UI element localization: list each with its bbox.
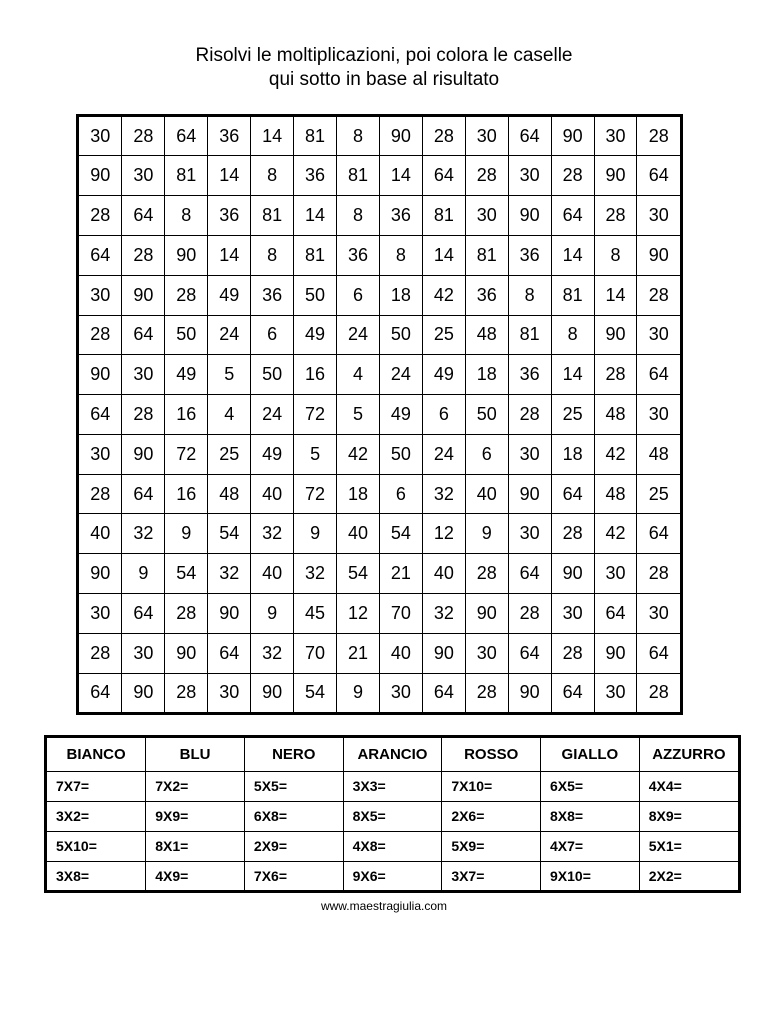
- grid-cell[interactable]: 28: [637, 275, 680, 315]
- legend-multiplication: 3X3=: [343, 772, 442, 802]
- grid-cell[interactable]: 50: [465, 395, 508, 435]
- grid-cell[interactable]: 90: [594, 156, 637, 196]
- grid-cell[interactable]: 49: [422, 355, 465, 395]
- grid-cell[interactable]: 54: [208, 514, 251, 554]
- grid-cell[interactable]: 64: [79, 235, 122, 275]
- grid-cell[interactable]: 28: [551, 633, 594, 673]
- grid-cell[interactable]: 6: [422, 395, 465, 435]
- grid-row: [79, 673, 680, 712]
- color-legend-table: [44, 735, 741, 893]
- legend-multiplication: 7X10=: [442, 772, 541, 802]
- grid-cell[interactable]: 90: [208, 593, 251, 633]
- grid-row: [79, 117, 680, 156]
- grid-cell[interactable]: 64: [508, 554, 551, 594]
- grid-cell[interactable]: 28: [594, 196, 637, 236]
- grid-cell[interactable]: 36: [379, 196, 422, 236]
- grid-cell[interactable]: 90: [251, 673, 294, 712]
- grid-cell[interactable]: 81: [294, 235, 337, 275]
- grid-cell[interactable]: 36: [251, 275, 294, 315]
- grid-cell[interactable]: 40: [251, 554, 294, 594]
- grid-cell[interactable]: 30: [79, 593, 122, 633]
- grid-cell[interactable]: 81: [337, 156, 380, 196]
- grid-cell[interactable]: 54: [379, 514, 422, 554]
- grid-cell[interactable]: 24: [422, 434, 465, 474]
- grid-cell[interactable]: 40: [79, 514, 122, 554]
- legend-multiplication: 4X8=: [343, 831, 442, 861]
- footer-website: www.maestragiulia.com: [320, 899, 448, 913]
- grid-cell[interactable]: 30: [551, 593, 594, 633]
- grid-cell[interactable]: 14: [551, 235, 594, 275]
- grid-cell[interactable]: 90: [79, 355, 122, 395]
- grid-cell[interactable]: 8: [594, 235, 637, 275]
- grid-cell[interactable]: 70: [294, 633, 337, 673]
- grid-cell[interactable]: 30: [79, 434, 122, 474]
- legend-multiplication: 8X8=: [541, 801, 640, 831]
- grid-cell[interactable]: 40: [251, 474, 294, 514]
- grid-cell[interactable]: 14: [551, 355, 594, 395]
- grid-cell[interactable]: 28: [594, 355, 637, 395]
- legend-multiplication: 3X2=: [47, 801, 146, 831]
- legend-multiplication: 8X5=: [343, 801, 442, 831]
- legend-header-row: [47, 738, 738, 772]
- grid-cell[interactable]: 24: [337, 315, 380, 355]
- grid-cell[interactable]: 4: [337, 355, 380, 395]
- grid-cell[interactable]: 28: [79, 315, 122, 355]
- grid-cell[interactable]: 30: [122, 355, 165, 395]
- grid-cell[interactable]: 30: [122, 633, 165, 673]
- grid-cell[interactable]: 64: [165, 117, 208, 156]
- grid-cell[interactable]: 64: [637, 156, 680, 196]
- grid-cell[interactable]: 32: [122, 514, 165, 554]
- grid-row: [79, 593, 680, 633]
- number-grid: [76, 114, 683, 715]
- grid-cell[interactable]: 81: [551, 275, 594, 315]
- grid-cell[interactable]: 14: [594, 275, 637, 315]
- grid-cell[interactable]: 9: [165, 514, 208, 554]
- grid-cell[interactable]: 48: [208, 474, 251, 514]
- grid-cell[interactable]: 90: [594, 315, 637, 355]
- grid-cell[interactable]: 90: [637, 235, 680, 275]
- grid-cell[interactable]: 64: [122, 593, 165, 633]
- grid-cell[interactable]: 30: [465, 633, 508, 673]
- grid-row: [79, 196, 680, 236]
- grid-row: [79, 633, 680, 673]
- grid-cell[interactable]: 28: [637, 117, 680, 156]
- grid-cell[interactable]: 28: [465, 156, 508, 196]
- legend-multiplication: 2X6=: [442, 801, 541, 831]
- grid-cell[interactable]: 6: [465, 434, 508, 474]
- grid-row: [79, 355, 680, 395]
- grid-cell[interactable]: 28: [551, 156, 594, 196]
- grid-cell[interactable]: 14: [294, 196, 337, 236]
- grid-cell[interactable]: 64: [122, 315, 165, 355]
- grid-row: [79, 275, 680, 315]
- legend-multiplication: 3X8=: [47, 861, 146, 890]
- grid-cell[interactable]: 16: [165, 395, 208, 435]
- grid-cell[interactable]: 90: [422, 633, 465, 673]
- grid-cell[interactable]: 48: [594, 474, 637, 514]
- grid-cell[interactable]: 40: [379, 633, 422, 673]
- grid-cell[interactable]: 30: [637, 395, 680, 435]
- legend-color-header: BLU: [146, 738, 245, 772]
- grid-cell[interactable]: 24: [251, 395, 294, 435]
- grid-cell[interactable]: 30: [594, 554, 637, 594]
- grid-cell[interactable]: 25: [551, 395, 594, 435]
- legend-row: [47, 831, 738, 861]
- grid-cell[interactable]: 90: [551, 554, 594, 594]
- grid-cell[interactable]: 64: [637, 514, 680, 554]
- grid-cell[interactable]: 8: [337, 117, 380, 156]
- grid-cell[interactable]: 24: [208, 315, 251, 355]
- legend-row: [47, 772, 738, 802]
- grid-cell[interactable]: 64: [208, 633, 251, 673]
- grid-cell[interactable]: 28: [79, 474, 122, 514]
- grid-cell[interactable]: 40: [465, 474, 508, 514]
- grid-cell[interactable]: 64: [422, 673, 465, 712]
- grid-cell[interactable]: 12: [337, 593, 380, 633]
- grid-cell[interactable]: 45: [294, 593, 337, 633]
- grid-cell[interactable]: 90: [165, 633, 208, 673]
- grid-cell[interactable]: 30: [594, 673, 637, 712]
- grid-cell[interactable]: 54: [337, 554, 380, 594]
- legend-multiplication: 2X2=: [639, 861, 738, 890]
- grid-cell[interactable]: 64: [551, 474, 594, 514]
- grid-cell[interactable]: 32: [422, 593, 465, 633]
- grid-cell[interactable]: 5: [294, 434, 337, 474]
- legend-multiplication: 7X6=: [244, 861, 343, 890]
- grid-cell[interactable]: 49: [379, 395, 422, 435]
- grid-cell[interactable]: 49: [294, 315, 337, 355]
- grid-cell[interactable]: 40: [337, 514, 380, 554]
- grid-cell[interactable]: 9: [294, 514, 337, 554]
- grid-cell[interactable]: 6: [251, 315, 294, 355]
- grid-cell[interactable]: 49: [165, 355, 208, 395]
- grid-cell[interactable]: 8: [379, 235, 422, 275]
- grid-cell[interactable]: 28: [465, 554, 508, 594]
- grid-cell[interactable]: 18: [337, 474, 380, 514]
- grid-cell[interactable]: 9: [122, 554, 165, 594]
- grid-cell[interactable]: 14: [379, 156, 422, 196]
- grid-cell[interactable]: 30: [508, 514, 551, 554]
- legend-color-header: NERO: [244, 738, 343, 772]
- grid-cell[interactable]: 14: [422, 235, 465, 275]
- grid-cell[interactable]: 42: [422, 275, 465, 315]
- legend-multiplication: 9X10=: [541, 861, 640, 890]
- grid-cell[interactable]: 64: [508, 633, 551, 673]
- grid-cell[interactable]: 9: [251, 593, 294, 633]
- grid-cell[interactable]: 54: [165, 554, 208, 594]
- grid-cell[interactable]: 90: [122, 434, 165, 474]
- grid-cell[interactable]: 54: [294, 673, 337, 712]
- legend-multiplication: 7X7=: [47, 772, 146, 802]
- grid-cell[interactable]: 64: [637, 633, 680, 673]
- grid-cell[interactable]: 64: [551, 196, 594, 236]
- grid-cell[interactable]: 14: [208, 156, 251, 196]
- grid-cell[interactable]: 16: [165, 474, 208, 514]
- grid-cell[interactable]: 81: [508, 315, 551, 355]
- grid-cell[interactable]: 32: [208, 554, 251, 594]
- grid-cell[interactable]: 8: [165, 196, 208, 236]
- grid-cell[interactable]: 14: [208, 235, 251, 275]
- legend-multiplication: 9X9=: [146, 801, 245, 831]
- grid-cell[interactable]: 81: [465, 235, 508, 275]
- grid-cell[interactable]: 5: [337, 395, 380, 435]
- grid-cell[interactable]: 36: [508, 235, 551, 275]
- grid-cell[interactable]: 28: [122, 395, 165, 435]
- grid-cell[interactable]: 90: [508, 196, 551, 236]
- grid-cell[interactable]: 14: [251, 117, 294, 156]
- grid-cell[interactable]: 90: [379, 117, 422, 156]
- grid-cell[interactable]: 50: [165, 315, 208, 355]
- grid-cell[interactable]: 8: [508, 275, 551, 315]
- grid-cell[interactable]: 21: [337, 633, 380, 673]
- grid-cell[interactable]: 25: [422, 315, 465, 355]
- legend-multiplication: 4X7=: [541, 831, 640, 861]
- legend-multiplication: 6X8=: [244, 801, 343, 831]
- grid-cell[interactable]: 64: [79, 673, 122, 712]
- grid-cell[interactable]: 50: [379, 315, 422, 355]
- legend-color-header: AZZURRO: [639, 738, 738, 772]
- grid-cell[interactable]: 48: [594, 395, 637, 435]
- grid-cell[interactable]: 42: [594, 434, 637, 474]
- grid-row: [79, 434, 680, 474]
- grid-cell[interactable]: 21: [379, 554, 422, 594]
- grid-row: [79, 554, 680, 594]
- grid-cell[interactable]: 42: [337, 434, 380, 474]
- grid-cell[interactable]: 36: [465, 275, 508, 315]
- grid-cell[interactable]: 90: [79, 554, 122, 594]
- grid-cell[interactable]: 30: [508, 156, 551, 196]
- grid-cell[interactable]: 32: [422, 474, 465, 514]
- grid-cell[interactable]: 49: [208, 275, 251, 315]
- grid-cell[interactable]: 81: [251, 196, 294, 236]
- grid-cell[interactable]: 30: [508, 434, 551, 474]
- grid-cell[interactable]: 90: [508, 673, 551, 712]
- grid-cell[interactable]: 30: [637, 593, 680, 633]
- grid-cell[interactable]: 64: [551, 673, 594, 712]
- grid-cell[interactable]: 8: [251, 156, 294, 196]
- grid-cell[interactable]: 25: [208, 434, 251, 474]
- grid-cell[interactable]: 32: [251, 633, 294, 673]
- grid-cell[interactable]: 28: [165, 593, 208, 633]
- grid-cell[interactable]: 90: [122, 673, 165, 712]
- grid-cell[interactable]: 64: [122, 196, 165, 236]
- title-line-2: qui sotto in base al risultato: [268, 69, 500, 90]
- grid-cell[interactable]: 28: [422, 117, 465, 156]
- legend-multiplication: 7X2=: [146, 772, 245, 802]
- legend-multiplication: 5X10=: [47, 831, 146, 861]
- grid-cell[interactable]: 30: [594, 117, 637, 156]
- grid-cell[interactable]: 64: [637, 355, 680, 395]
- legend-multiplication: 6X5=: [541, 772, 640, 802]
- grid-row: [79, 395, 680, 435]
- grid-cell[interactable]: 90: [551, 117, 594, 156]
- legend-multiplication: 5X1=: [639, 831, 738, 861]
- grid-row: [79, 315, 680, 355]
- grid-cell[interactable]: 30: [637, 196, 680, 236]
- grid-cell[interactable]: 64: [508, 117, 551, 156]
- grid-cell[interactable]: 36: [508, 355, 551, 395]
- grid-cell[interactable]: 49: [251, 434, 294, 474]
- grid-cell[interactable]: 5: [208, 355, 251, 395]
- grid-cell[interactable]: 18: [551, 434, 594, 474]
- grid-cell[interactable]: 50: [294, 275, 337, 315]
- title-line-1: Risolvi le moltiplicazioni, poi colora le caselle: [195, 45, 573, 66]
- grid-cell[interactable]: 50: [379, 434, 422, 474]
- grid-cell[interactable]: 90: [465, 593, 508, 633]
- legend-multiplication: 3X7=: [442, 861, 541, 890]
- grid-cell[interactable]: 90: [508, 474, 551, 514]
- grid-cell[interactable]: 28: [122, 117, 165, 156]
- legend-color-header: BIANCO: [47, 738, 146, 772]
- legend-multiplication: 5X9=: [442, 831, 541, 861]
- grid-cell[interactable]: 28: [79, 633, 122, 673]
- grid-cell[interactable]: 24: [379, 355, 422, 395]
- grid-cell[interactable]: 81: [294, 117, 337, 156]
- grid-cell[interactable]: 30: [208, 673, 251, 712]
- grid-cell[interactable]: 4: [208, 395, 251, 435]
- grid-cell[interactable]: 28: [551, 514, 594, 554]
- grid-row: [79, 514, 680, 554]
- grid-cell[interactable]: 72: [165, 434, 208, 474]
- grid-cell[interactable]: 28: [508, 395, 551, 435]
- grid-cell[interactable]: 12: [422, 514, 465, 554]
- grid-cell[interactable]: 48: [465, 315, 508, 355]
- grid-cell[interactable]: 28: [79, 196, 122, 236]
- grid-cell[interactable]: 90: [122, 275, 165, 315]
- grid-cell[interactable]: 28: [508, 593, 551, 633]
- legend-color-header: GIALLO: [541, 738, 640, 772]
- grid-cell[interactable]: 81: [422, 196, 465, 236]
- grid-cell[interactable]: 40: [422, 554, 465, 594]
- grid-cell[interactable]: 28: [465, 673, 508, 712]
- grid-cell[interactable]: 64: [122, 474, 165, 514]
- grid-cell[interactable]: 16: [294, 355, 337, 395]
- grid-cell[interactable]: 30: [637, 315, 680, 355]
- grid-cell[interactable]: 30: [79, 117, 122, 156]
- grid-cell[interactable]: 72: [294, 395, 337, 435]
- grid-cell[interactable]: 30: [79, 275, 122, 315]
- grid-cell[interactable]: 8: [337, 196, 380, 236]
- legend-row: [47, 861, 738, 890]
- grid-cell[interactable]: 50: [251, 355, 294, 395]
- grid-cell[interactable]: 18: [379, 275, 422, 315]
- grid-cell[interactable]: 28: [637, 673, 680, 712]
- grid-cell[interactable]: 64: [422, 156, 465, 196]
- grid-cell[interactable]: 6: [337, 275, 380, 315]
- grid-cell[interactable]: 30: [465, 196, 508, 236]
- legend-color-header: ROSSO: [442, 738, 541, 772]
- legend-multiplication: 4X9=: [146, 861, 245, 890]
- grid-cell[interactable]: 28: [122, 235, 165, 275]
- grid-cell[interactable]: 36: [208, 117, 251, 156]
- grid-cell[interactable]: 6: [379, 474, 422, 514]
- grid-cell[interactable]: 28: [637, 554, 680, 594]
- legend-multiplication: 8X9=: [639, 801, 738, 831]
- grid-cell[interactable]: 18: [465, 355, 508, 395]
- grid-cell[interactable]: 30: [465, 117, 508, 156]
- grid-cell[interactable]: 48: [637, 434, 680, 474]
- grid-cell[interactable]: 36: [208, 196, 251, 236]
- grid-cell[interactable]: 70: [379, 593, 422, 633]
- grid-row: [79, 235, 680, 275]
- legend-multiplication: 9X6=: [343, 861, 442, 890]
- grid-cell[interactable]: 8: [251, 235, 294, 275]
- grid-cell[interactable]: 90: [79, 156, 122, 196]
- grid-cell[interactable]: 42: [594, 514, 637, 554]
- grid-cell[interactable]: 28: [165, 275, 208, 315]
- grid-cell[interactable]: 9: [465, 514, 508, 554]
- legend-row: [47, 801, 738, 831]
- grid-row: [79, 156, 680, 196]
- grid-cell[interactable]: 32: [251, 514, 294, 554]
- grid-cell[interactable]: 72: [294, 474, 337, 514]
- grid-cell[interactable]: 30: [379, 673, 422, 712]
- grid-cell[interactable]: 9: [337, 673, 380, 712]
- grid-cell[interactable]: 28: [165, 673, 208, 712]
- grid-cell[interactable]: 8: [551, 315, 594, 355]
- grid-cell[interactable]: 30: [122, 156, 165, 196]
- legend-multiplication: 2X9=: [244, 831, 343, 861]
- legend-color-header: ARANCIO: [343, 738, 442, 772]
- page-title: [0, 44, 768, 92]
- grid-cell[interactable]: 36: [294, 156, 337, 196]
- grid-row: [79, 474, 680, 514]
- grid-cell[interactable]: 64: [79, 395, 122, 435]
- grid-cell[interactable]: 90: [594, 633, 637, 673]
- legend-multiplication: 4X4=: [639, 772, 738, 802]
- grid-cell[interactable]: 25: [637, 474, 680, 514]
- grid-cell[interactable]: 36: [337, 235, 380, 275]
- grid-cell[interactable]: 64: [594, 593, 637, 633]
- grid-cell[interactable]: 81: [165, 156, 208, 196]
- grid-cell[interactable]: 90: [165, 235, 208, 275]
- legend-multiplication: 5X5=: [244, 772, 343, 802]
- legend-multiplication: 8X1=: [146, 831, 245, 861]
- grid-cell[interactable]: 32: [294, 554, 337, 594]
